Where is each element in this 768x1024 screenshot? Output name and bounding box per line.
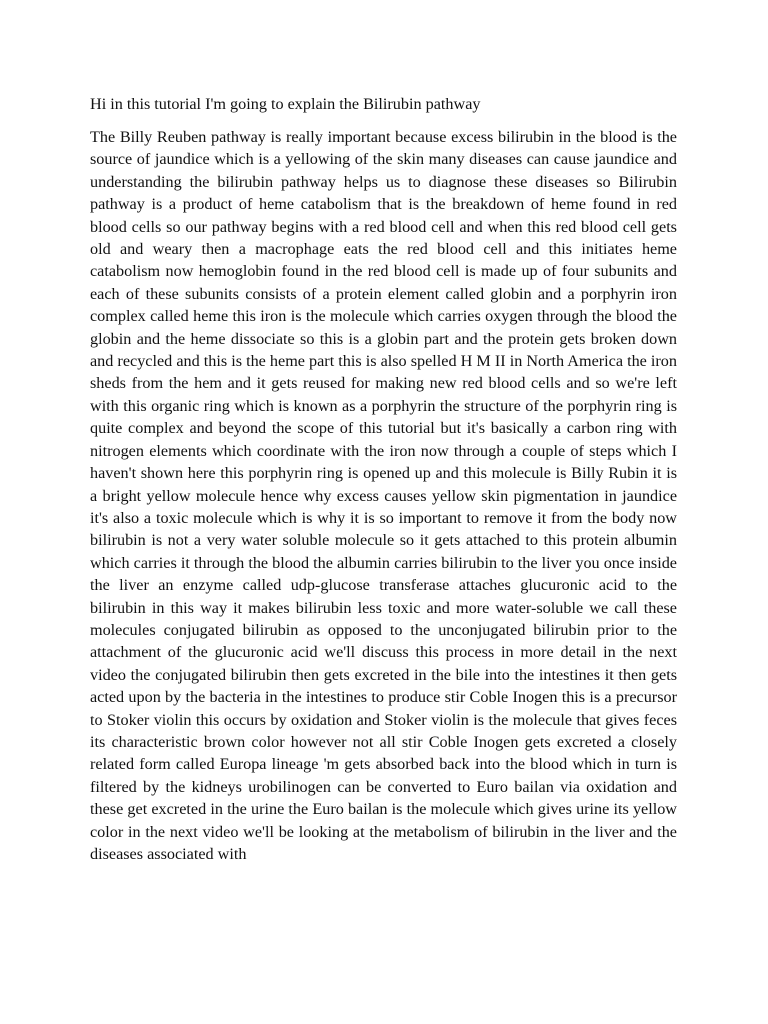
- body-paragraph: [90, 126, 677, 865]
- body-text: The Billy Reuben pathway is really important because excess bilirubin in the blood is the source of jaundice which is a yellowing of the skin many diseases can cause jaundice and understanding the bilirubin pathway helps us to diagnose these diseases so Bilirubin pathway is a product of heme catabolism that is the breakdown of heme found in red blood cells so our pathway begins with a red blood cell and when this red blood cell gets old and weary then a macrophage eats the red blood cell and this initiates heme catabolism now hemoglobin found in the red blood cell is made up of four subunits and each of these subunits consists of a protein element called globin and a porphyrin iron complex called heme this iron is the molecule which carries oxygen through the blood the globin and the heme dissociate so this is a globin part and the protein gets broken down and recycled and this is the heme part this is also spelled H M II in North America the iron sheds from the hem and it gets reused for making new red blood cells and so we're left with this organic ring which is known as a porphyrin the structure of the porphyrin ring is quite complex and beyond the scope of this tutorial but it's basically a carbon ring with nitrogen elements which coordinate with the iron now through a couple of steps which I haven't shown here this porphyrin ring is opened up and this molecule is Billy Rubin it is a bright yellow molecule hence why excess causes yellow skin pigmentation in jaundice it's also a toxic molecule which is why it is so important to remove it from the body now bilirubin is not a very water soluble molecule so it gets attached to this protein albumin which carries it through the blood the albumin carries bilirubin to the liver you once inside the liver an enzyme called udp-glucose transferase attaches glucuronic acid to the bilirubin in this way it makes bilirubin less toxic and more water-soluble we call these molecules conjugated bilirubin as opposed to the unconjugated bilirubin prior to the attachment of the glucuronic acid we'll discuss this process in more detail in the next video the conjugated bilirubin then gets excreted in the bile into the intestines it then gets acted upon by the bacteria in the intestines to produce stir Coble Inogen this is a precursor to Stoker violin this occurs by oxidation and Stoker violin is the molecule that gives feces its characteristic brown color however not all stir Coble Inogen gets excreted a closely related form called Europa lineage 'm gets absorbed back into the blood which in turn is filtered by the kidneys urobilinogen can be converted to Euro bailan via oxidation and these get excreted in the urine the Euro bailan is the molecule which gives urine its yellow color in the next video we'll be looking at the metabolism of bilirubin in the liver and the diseases associated with: [90, 128, 677, 863]
- intro-line: Hi in this tutorial I'm going to explain the Bilirubin pathway: [90, 95, 481, 113]
